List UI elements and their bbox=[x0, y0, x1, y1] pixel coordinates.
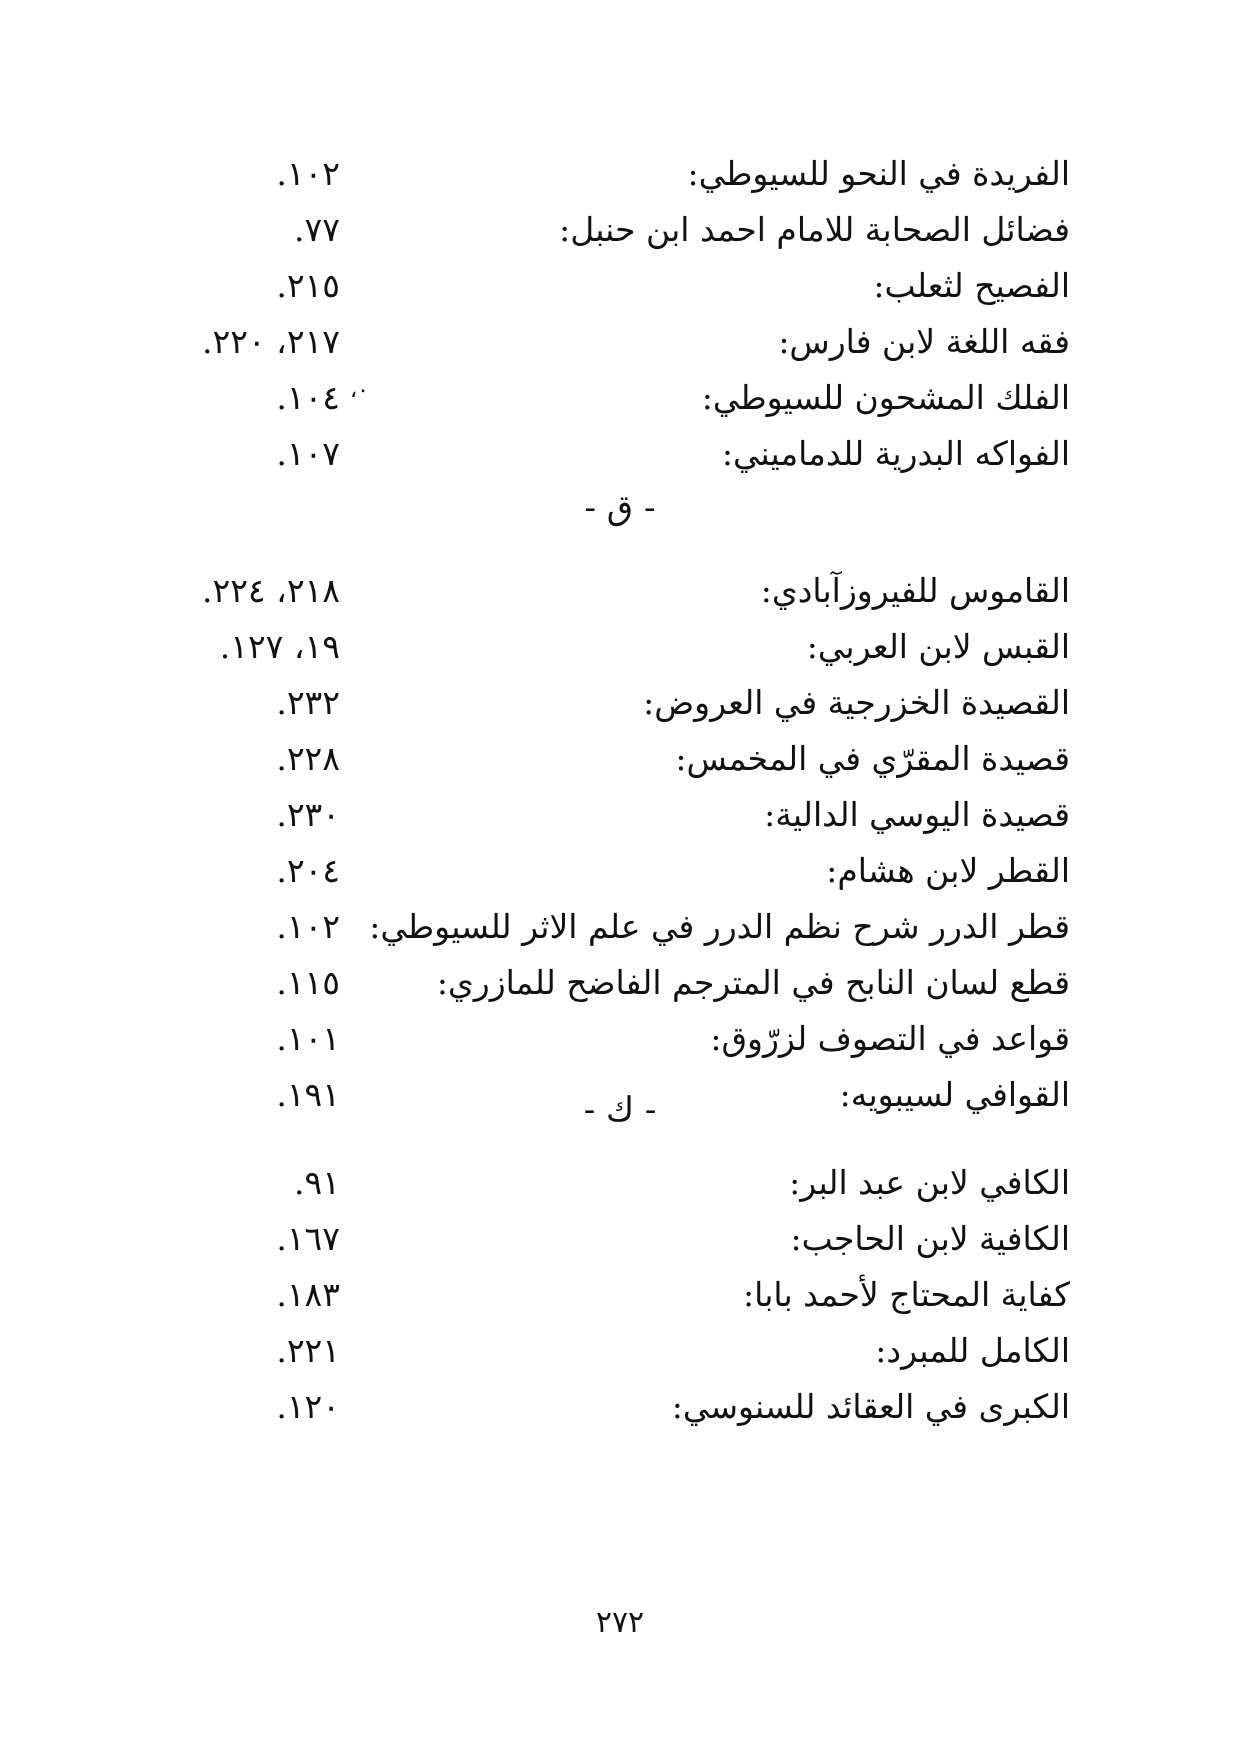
index-entry bbox=[150, 204, 1070, 260]
entry-pages: ٧٧. bbox=[294, 210, 340, 249]
index-entry bbox=[150, 677, 1070, 733]
index-entry bbox=[150, 957, 1070, 1013]
index-section-kaf bbox=[150, 1157, 1070, 1437]
entry-pages: ٢٣٢. bbox=[276, 683, 340, 722]
entry-pages: ٢١٥. bbox=[276, 266, 340, 305]
entry-pages: ٢٢١. bbox=[276, 1331, 340, 1370]
entry-title: الفلك المشحون للسيوطي: bbox=[701, 378, 1070, 417]
entry-title: الكافي لابن عبد البر: bbox=[789, 1163, 1070, 1202]
letter-heading-kaf: - ك - bbox=[583, 1090, 657, 1130]
index-entry bbox=[150, 621, 1070, 677]
index-entry bbox=[150, 148, 1070, 204]
entry-title: القبس لابن العربي: bbox=[806, 627, 1070, 666]
entry-title: القاموس للفيروزآبادي: bbox=[760, 571, 1070, 610]
index-entry bbox=[150, 565, 1070, 621]
entry-title: قواعد في التصوف لزرّوق: bbox=[710, 1019, 1070, 1058]
index-entry bbox=[150, 733, 1070, 789]
entry-pages: ٢٢٨. bbox=[276, 739, 340, 778]
entry-title: كفاية المحتاج لأحمد بابا: bbox=[743, 1275, 1070, 1314]
index-entry bbox=[150, 1381, 1070, 1437]
entry-title: الكامل للمبرد: bbox=[875, 1331, 1070, 1370]
stray-mark: ٠، bbox=[350, 378, 369, 403]
entry-pages: ١٠١. bbox=[276, 1019, 340, 1058]
entry-pages: ٢١٧، ٢٢٠. bbox=[201, 322, 340, 361]
index-entry bbox=[150, 316, 1070, 372]
index-entry bbox=[150, 1325, 1070, 1381]
entry-pages: ١٠٧. bbox=[276, 434, 340, 473]
entry-pages: ٢١٨، ٢٢٤. bbox=[201, 571, 340, 610]
entry-pages: ١٩، ١٢٧. bbox=[219, 627, 340, 666]
entry-pages: ١٦٧. bbox=[276, 1219, 340, 1258]
index-entry bbox=[150, 789, 1070, 845]
entry-pages: ١٠٢. bbox=[276, 154, 340, 193]
entry-title: قصيدة المقرّي في المخمس: bbox=[675, 739, 1070, 778]
index-entry bbox=[150, 372, 1070, 428]
index-section-fa bbox=[150, 148, 1070, 484]
index-entry bbox=[150, 845, 1070, 901]
entry-title: قطر الدرر شرح نظم الدرر في علم الاثر للسيوطي: bbox=[369, 907, 1070, 946]
index-entry bbox=[150, 1157, 1070, 1213]
index-entry bbox=[150, 1013, 1070, 1069]
index-entry bbox=[150, 901, 1070, 957]
entry-title: القطر لابن هشام: bbox=[826, 851, 1070, 890]
entry-title: فضائل الصحابة للامام احمد ابن حنبل: bbox=[559, 210, 1070, 249]
index-entry bbox=[150, 1213, 1070, 1269]
entry-title: القوافي لسيبويه: bbox=[839, 1075, 1070, 1114]
page-number: ٢٧٢ bbox=[595, 1605, 645, 1640]
index-entry bbox=[150, 260, 1070, 316]
entry-title: القصيدة الخزرجية في العروض: bbox=[643, 683, 1070, 722]
entry-pages: ٢٣٠. bbox=[276, 795, 340, 834]
entry-title: الكافية لابن الحاجب: bbox=[790, 1219, 1070, 1258]
entry-title: قصيدة اليوسي الدالية: bbox=[764, 795, 1070, 834]
entry-pages: ١١٥. bbox=[276, 963, 340, 1002]
entry-pages: ١٨٣. bbox=[276, 1275, 340, 1314]
entry-pages: ٢٠٤. bbox=[276, 851, 340, 890]
entry-pages: ١٠٢. bbox=[276, 907, 340, 946]
entry-pages: ١٠٤. bbox=[276, 378, 340, 417]
entry-title: الفصيح لثعلب: bbox=[873, 266, 1070, 305]
entry-pages: ١٩١. bbox=[276, 1075, 340, 1114]
entry-pages: ٩١. bbox=[294, 1163, 340, 1202]
index-entry bbox=[150, 428, 1070, 484]
entry-title: الكبرى في العقائد للسنوسي: bbox=[671, 1387, 1070, 1426]
entry-pages: ١٢٠. bbox=[276, 1387, 340, 1426]
letter-heading-qaf: - ق - bbox=[584, 488, 656, 528]
entry-title: فقه اللغة لابن فارس: bbox=[778, 322, 1070, 361]
index-entry bbox=[150, 1269, 1070, 1325]
index-section-qaf bbox=[150, 565, 1070, 1125]
entry-title: الفواكه البدرية للدماميني: bbox=[721, 434, 1070, 473]
entry-title: قطع لسان النابح في المترجم الفاضح للمازري: bbox=[436, 963, 1070, 1002]
entry-title: الفريدة في النحو للسيوطي: bbox=[687, 154, 1070, 193]
